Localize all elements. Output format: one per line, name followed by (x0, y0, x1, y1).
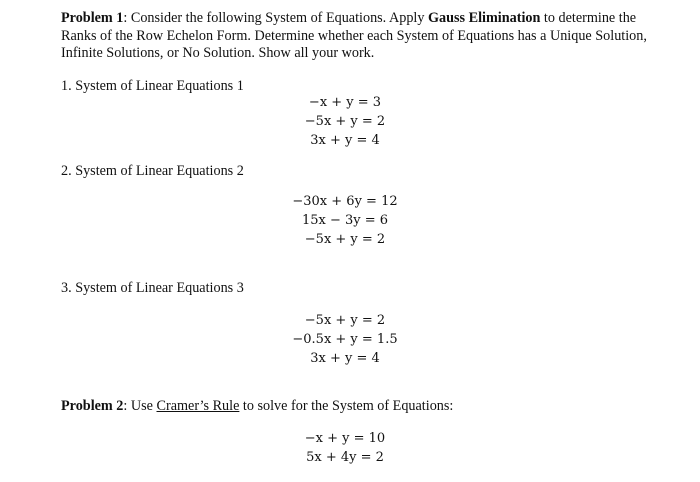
problem1-method: Gauss Elimination (428, 10, 541, 26)
problem2-equation-1: −x + y = 10 (304, 431, 386, 446)
system1-title: 1. System of Linear Equations 1 (61, 78, 244, 94)
problem2-statement (61, 398, 453, 415)
system1-equation-1: −x + y = 3 (308, 95, 382, 110)
system2-equation-1: −30x + 6y = 12 (292, 194, 398, 209)
problem2-intro: : Use (123, 398, 157, 414)
system2-equation-2: 15x − 3y = 6 (301, 213, 389, 228)
problem2-label: Problem 2 (61, 398, 124, 414)
system3-title: 3. System of Linear Equations 3 (61, 280, 244, 296)
system1-equation-3: 3x + y = 4 (310, 133, 380, 148)
system2-equations (215, 192, 475, 249)
problem1-statement (61, 10, 661, 63)
problem2-method: Cramer’s Rule (156, 398, 240, 414)
system3-equation-3: 3x + y = 4 (310, 351, 380, 366)
system3-equation-2: −0.5x + y = 1.5 (292, 332, 398, 347)
problem1-intro: : Consider the following System of Equations. Apply (123, 10, 429, 26)
system2-equation-3: −5x + y = 2 (304, 232, 386, 247)
system2-title: 2. System of Linear Equations 2 (61, 163, 244, 179)
problem1-label: Problem 1 (61, 10, 124, 26)
system3-equations (215, 311, 475, 368)
system1-equation-2: −5x + y = 2 (304, 114, 386, 129)
problem2-equation-2: 5x + 4y = 2 (306, 450, 384, 465)
system3-equation-1: −5x + y = 2 (304, 313, 386, 328)
system1-equations (215, 93, 475, 150)
problem2-equations (215, 429, 475, 467)
problem2-rest: to solve for the System of Equations: (239, 398, 454, 414)
problem1-rest: to determine the Ranks of the Row Echelon Form. Determine whether each System of Equations has a Unique Solution, Infinite Solutions, or No Solution. Show all your work. (61, 10, 647, 61)
